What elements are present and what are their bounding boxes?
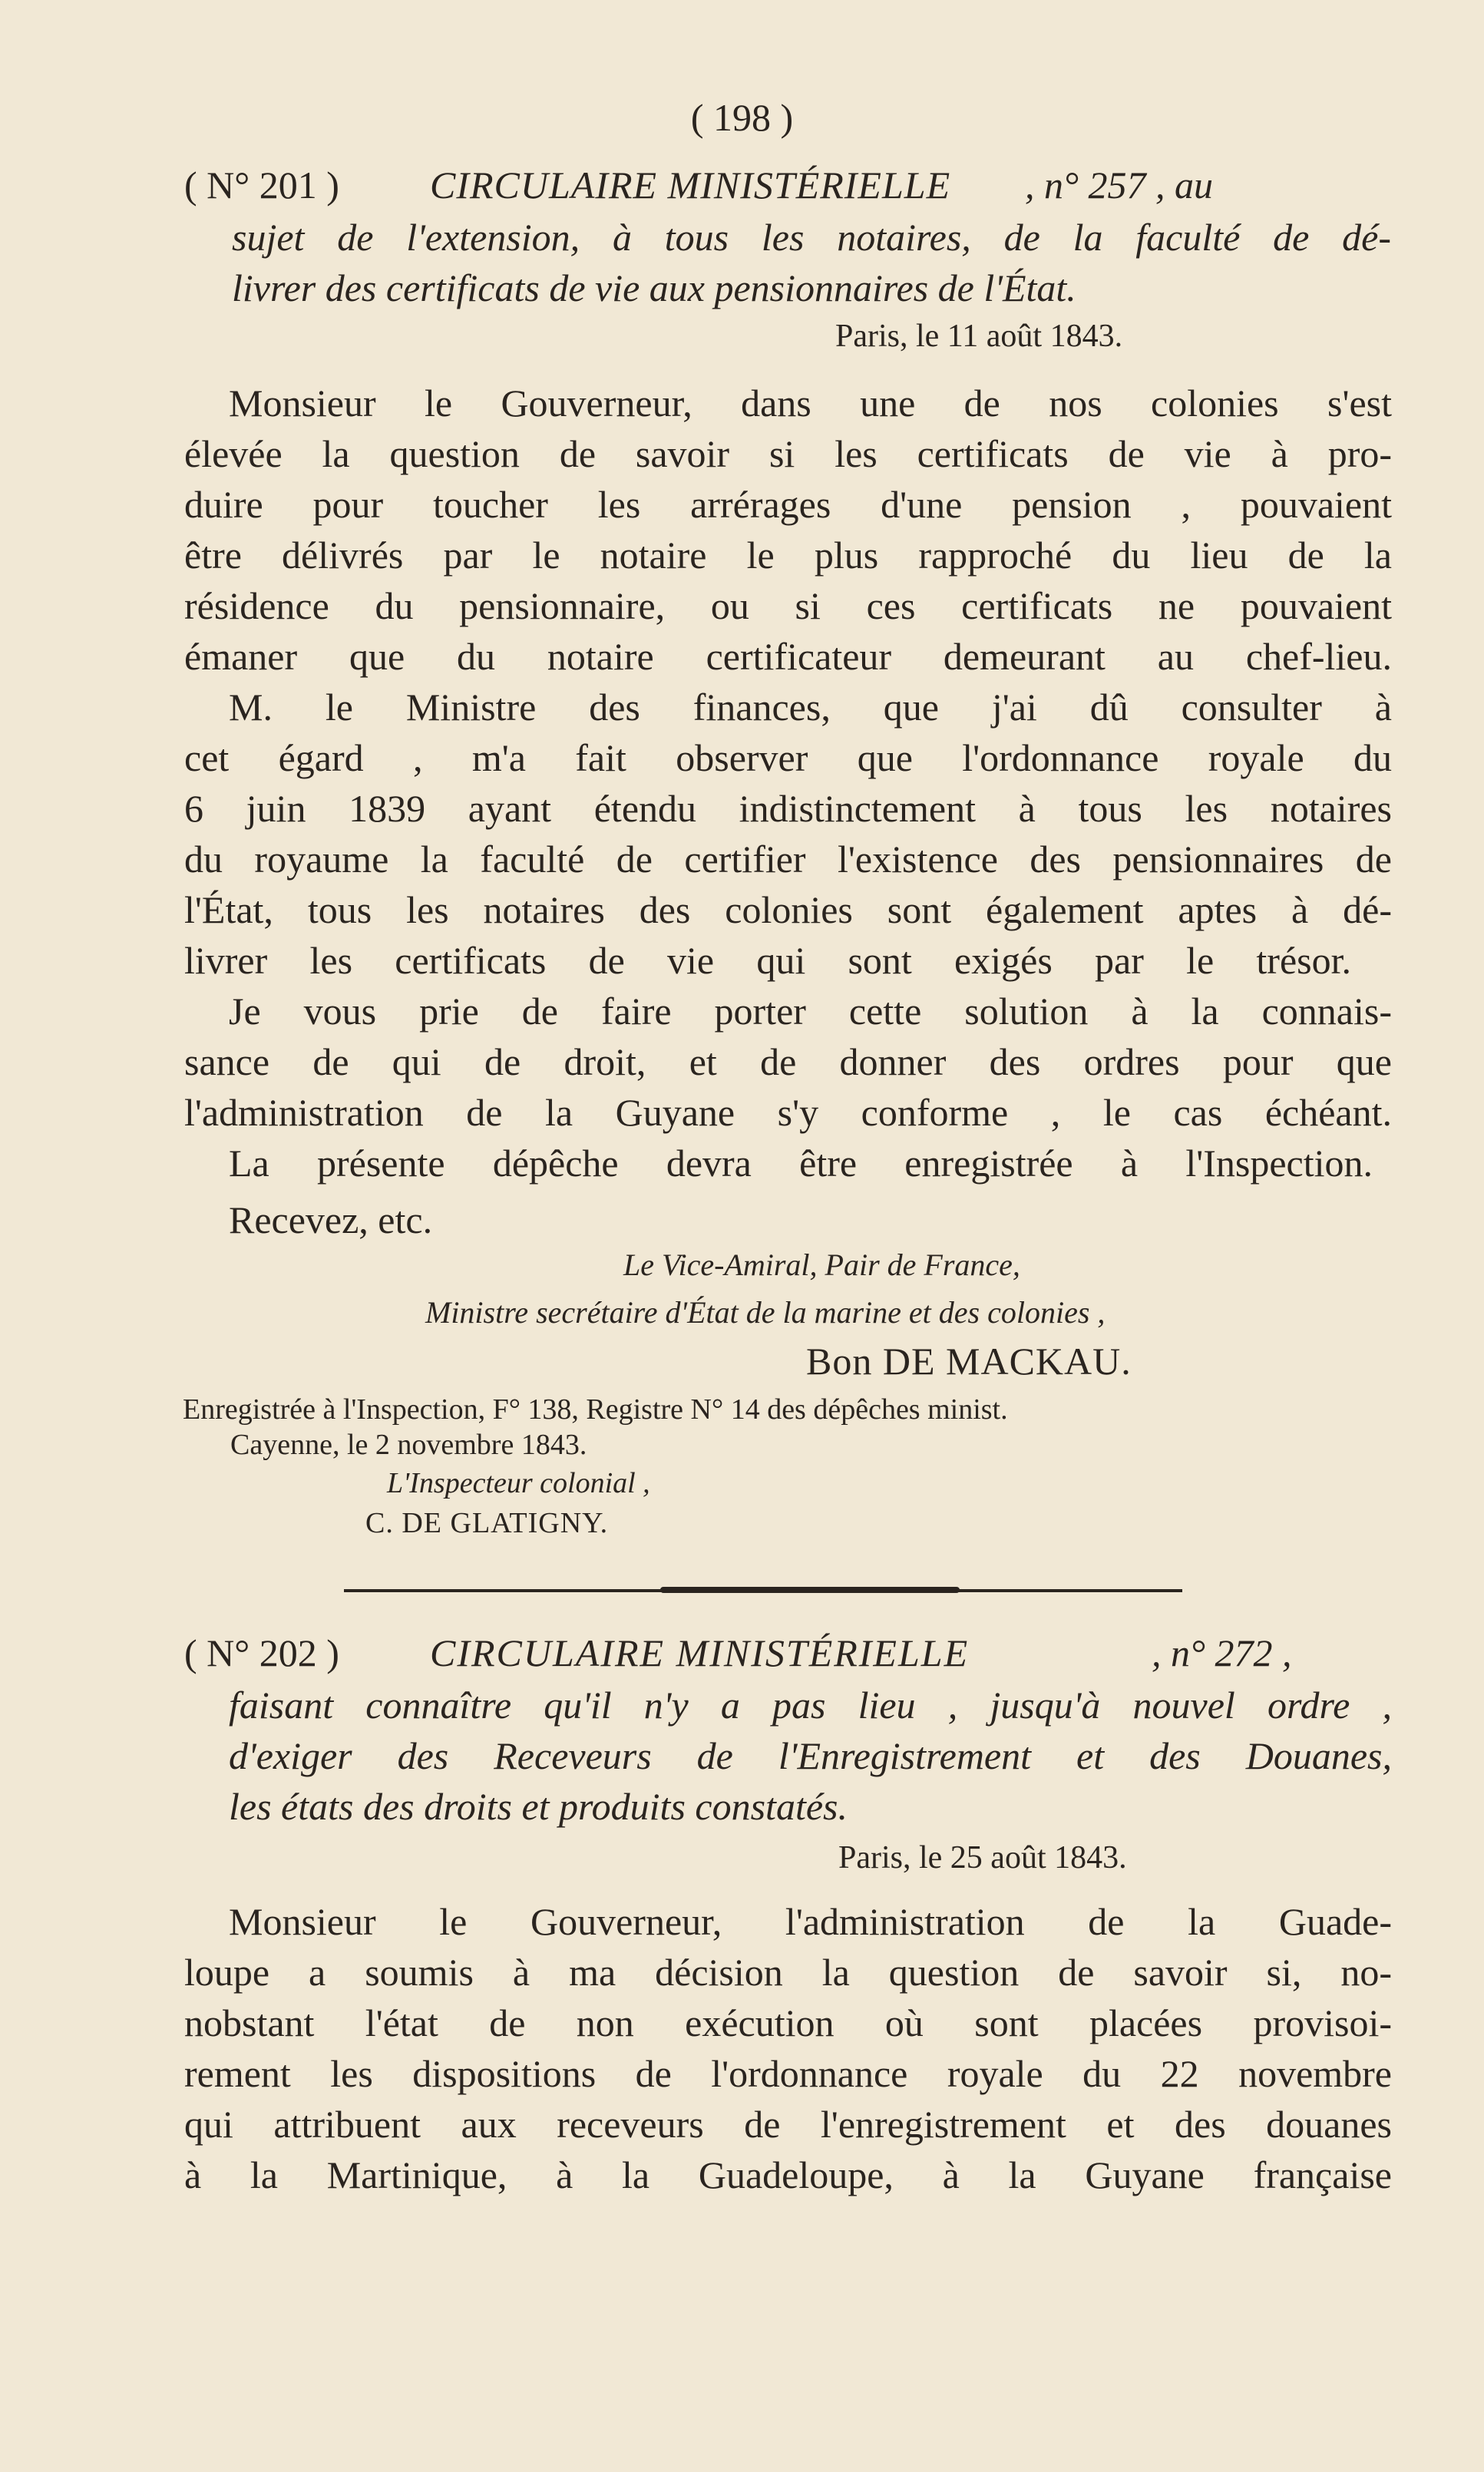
body-line: du royaume la faculté de certifier l'existence des pensionnaires de	[184, 838, 1392, 881]
body-line: l'État, tous les notaires des colonies sont également aptes à dé-	[184, 888, 1392, 931]
registration-line: Enregistrée à l'Inspection, F° 138, Registre N° 14 des dépêches minist.	[183, 1393, 1008, 1426]
circular-title: CIRCULAIRE MINISTÉRIELLE	[430, 1631, 970, 1674]
circular-subject-line: d'exiger des Receveurs de l'Enregistrement et des Douanes,	[229, 1734, 1392, 1777]
body-line: Je vous prie de faire porter cette solution à la connais-	[229, 990, 1392, 1033]
circular-number: ( N° 202 )	[184, 1631, 339, 1674]
body-line: être délivrés par le notaire le plus rapproché du lieu de la	[184, 534, 1392, 577]
circular-subject-line: faisant connaître qu'il n'y a pas lieu , jusqu'à nouvel ordre ,	[229, 1684, 1392, 1727]
circular-reference: , n° 272 ,	[1152, 1631, 1292, 1674]
section-divider-ornament	[660, 1587, 960, 1593]
circular-reference: , n° 257 , au	[1025, 164, 1213, 207]
circular-subject-line: les états des droits et produits constatés.	[229, 1785, 848, 1828]
dateline: Paris, le 11 août 1843.	[835, 319, 1123, 354]
body-line: rement les dispositions de l'ordonnance royale du 22 novembre	[184, 2052, 1392, 2095]
body-line: cet égard , m'a fait observer que l'ordonnance royale du	[184, 736, 1392, 779]
body-line: élevée la question de savoir si les certificats de vie à pro-	[184, 432, 1392, 475]
body-line: sance de qui de droit, et de donner des ordres pour que	[184, 1040, 1392, 1083]
body-line: nobstant l'état de non exécution où sont placées provisoi-	[184, 2001, 1392, 2044]
circular-subject-line: sujet de l'extension, à tous les notaires, de la faculté de dé-	[232, 216, 1391, 259]
signature-title: Le Vice-Amiral, Pair de France,	[623, 1248, 1020, 1282]
body-line: résidence du pensionnaire, ou si ces certificats ne pouvaient	[184, 584, 1392, 627]
body-line: loupe a soumis à ma décision la question de savoir si, no-	[184, 1951, 1392, 1994]
inspector-name: C. DE GLATIGNY.	[365, 1507, 609, 1539]
body-line: 6 juin 1839 ayant étendu indistinctement à tous les notaires	[184, 787, 1392, 830]
body-line: à la Martinique, à la Guadeloupe, à la Guyane française	[184, 2153, 1392, 2196]
body-line: émaner que du notaire certificateur demeurant au chef-lieu.	[184, 635, 1392, 678]
circular-subject-line: livrer des certificats de vie aux pensionnaires de l'État.	[232, 266, 1076, 309]
body-line: duire pour toucher les arrérages d'une pension , pouvaient	[184, 483, 1392, 526]
inspector-title: L'Inspecteur colonial ,	[387, 1467, 650, 1499]
body-line: Monsieur le Gouverneur, l'administration de la Guade-	[229, 1900, 1392, 1943]
body-line: Monsieur le Gouverneur, dans une de nos colonies s'est	[229, 382, 1392, 425]
body-line: qui attribuent aux receveurs de l'enregistrement et des douanes	[184, 2103, 1392, 2146]
body-line: La présente dépêche devra être enregistrée à l'Inspection.	[229, 1142, 1373, 1185]
page-number: ( 198 )	[690, 96, 794, 139]
signature-name: Bon DE MACKAU.	[806, 1340, 1132, 1383]
circular-title: CIRCULAIRE MINISTÉRIELLE	[430, 164, 951, 207]
registration-line: Cayenne, le 2 novembre 1843.	[230, 1429, 587, 1461]
body-line: M. le Ministre des finances, que j'ai dû consulter à	[229, 686, 1392, 729]
circular-number: ( N° 201 )	[184, 164, 339, 207]
body-line: l'administration de la Guyane s'y conforme , le cas échéant.	[184, 1091, 1392, 1134]
dateline: Paris, le 25 août 1843.	[838, 1840, 1127, 1875]
signature-title: Ministre secrétaire d'État de la marine et des colonies ,	[425, 1295, 1106, 1330]
body-line: Recevez, etc.	[229, 1198, 433, 1241]
body-line: livrer les certificats de vie qui sont exigés par le trésor.	[184, 939, 1351, 982]
